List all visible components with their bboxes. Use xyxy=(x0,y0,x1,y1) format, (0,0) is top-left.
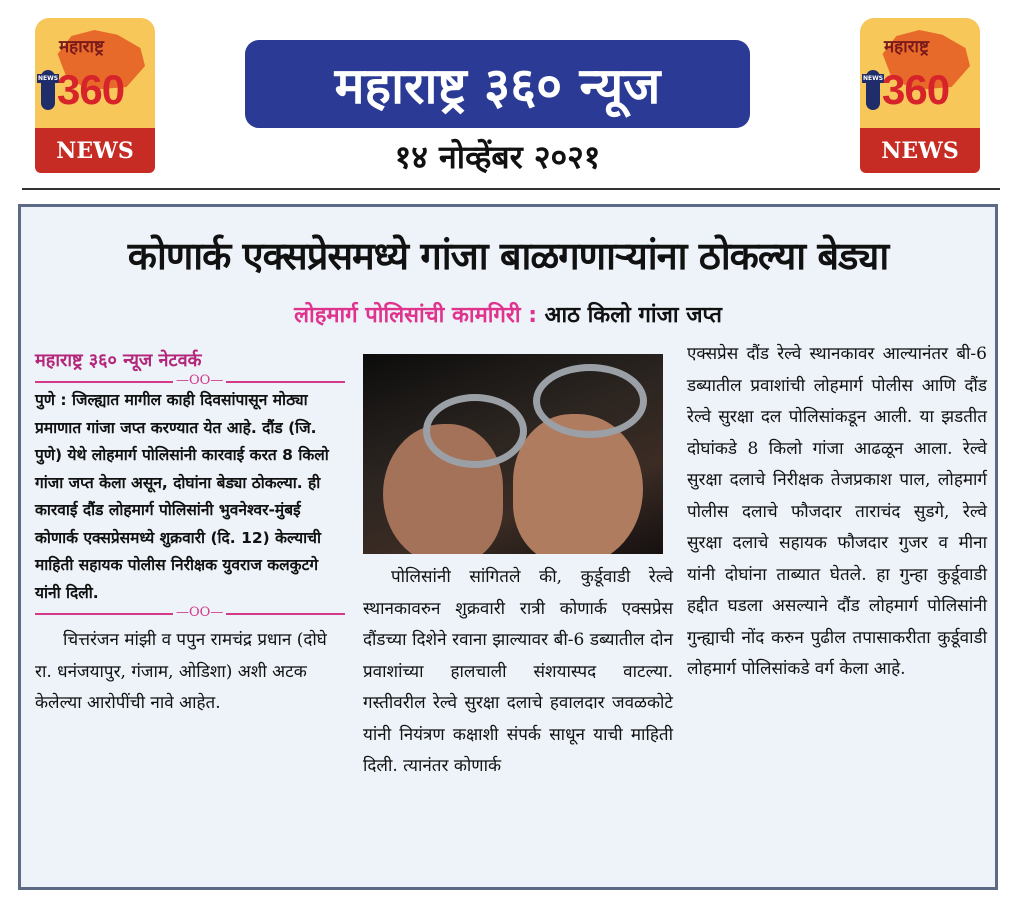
column-3-paragraph: एक्सप्रेस दौंड रेल्वे स्थानकावर आल्यानंतर बी-6 डब्यातील प्रवाशांची लोहमार्ग पोलीस आणि दौंड रेल्वे सुरक्षा दल पोलिसांकडून आली. या झडतीत दोघांकडे 8 किलो गांजा आढळून आला. रेल्वे सुरक्षा दलाचे निरीक्षक तेजप्रकाश पाल, लोहमार्ग पोलीस दलाचे फौजदार ताराचंद सुडगे, रेल्वे सुरक्षा दलाचे सहायक फौजदार गुजर व मीना यांनी दोघांना ताब्यात घेतले. हा गुन्हा कुर्डूवाडी हद्दीत घडला असल्याने दौंड लोहमार्ग पोलिसांनी गुन्ह्याची नोंद करुन पुढील तपासाकरीता कुर्डूवाडी लोहमार्ग पोलिसांकडे वर्ग केला आहे. xyxy=(687,344,987,679)
masthead-title: महाराष्ट्र ३६० न्यूज xyxy=(245,40,750,128)
column-2-paragraph: पोलिसांनी सांगितले की, कुर्डूवाडी रेल्वे स्थानकावरुन शुक्रवारी रात्री कोणार्क एक्सप्रेस दौंडच्या दिशेने रवाना झाल्यावर बी-6 डब्यातील दोन प्रवाशांच्या हालचाली संशयास्पद वाटल्या. गस्तीवरील रेल्वे सुरक्षा दलाचे हवालदार जवळकोटे यांनी नियंत्रण कक्षाशी संपर्क साधून याची माहिती दिली. त्यानंतर कोणार्क xyxy=(363,567,673,776)
header-divider xyxy=(22,188,1000,190)
issue-date: १४ नोव्हेंबर २०२१ xyxy=(394,138,601,176)
logo-right xyxy=(860,18,980,173)
divider-ornament: —ΟΟ— xyxy=(173,372,226,390)
logo-number: 360 xyxy=(882,66,950,113)
logo-number: 360 xyxy=(57,66,125,113)
article-subhead xyxy=(21,299,995,329)
divider-ornament: —ΟΟ— xyxy=(173,604,226,622)
logo-badge: NEWS xyxy=(38,75,59,82)
logo-top-panel xyxy=(35,18,155,128)
logo-top-panel xyxy=(860,18,980,128)
logo-left xyxy=(35,18,155,173)
column-1 xyxy=(35,347,345,720)
divider-line xyxy=(35,605,345,620)
column-1-paragraph: चित्तरंजन मांझी व पपुन रामचंद्र प्रधान (दोघे रा. धनंजयापुर, गंजाम, ओडिशा) अशी अटक केलेल्या आरोपींची नावे आहेत. xyxy=(35,630,327,713)
handcuff-ring xyxy=(533,364,647,438)
logo-bottom-word: NEWS xyxy=(860,128,980,173)
divider-line xyxy=(35,373,345,388)
handcuff-ring xyxy=(423,394,527,468)
logo-bottom-word: NEWS xyxy=(35,128,155,173)
byline: महाराष्ट्र ३६० न्यूज नेटवर्क xyxy=(35,350,202,371)
article-headline: कोणार्क एक्सप्रेसमध्ये गांजा बाळगणाऱ्यांना ठोकल्या बेड्या xyxy=(127,234,889,278)
lead-paragraph: पुणे : जिल्ह्यात मागील काही दिवसांपासून मोठ्या प्रमाणात गांजा जप्त करण्यात येत आहे. दौंड (जि. पुणे) येथे लोहमार्ग पोलिसांनी कारवाई करत 8 किलो गांजा जप्त केला असून, दोघांना बेड्या ठोकल्या. ही कारवाई दौंड लोहमार्ग पोलिसांनी भुवनेश्वर-मुंबई कोणार्क एक्सप्रेसमध्ये शुक्रवारी (दि. 12) केल्याची माहिती सहायक पोलीस निरीक्षक युवराज कलकुटगे यांनी दिली. xyxy=(35,391,329,602)
subhead-highlight: लोहमार्ग पोलिसांची कामगिरी : xyxy=(294,303,537,328)
logo-badge: NEWS xyxy=(863,75,884,82)
column-3 xyxy=(687,339,987,686)
subhead-text: आठ किलो गांजा जप्त xyxy=(544,303,722,328)
handcuffs-photo xyxy=(363,354,663,554)
column-2 xyxy=(363,354,673,783)
logo-top-word: महाराष्ट्र xyxy=(884,37,929,57)
logo-top-word: महाराष्ट्र xyxy=(59,37,104,57)
article-box xyxy=(18,204,998,890)
